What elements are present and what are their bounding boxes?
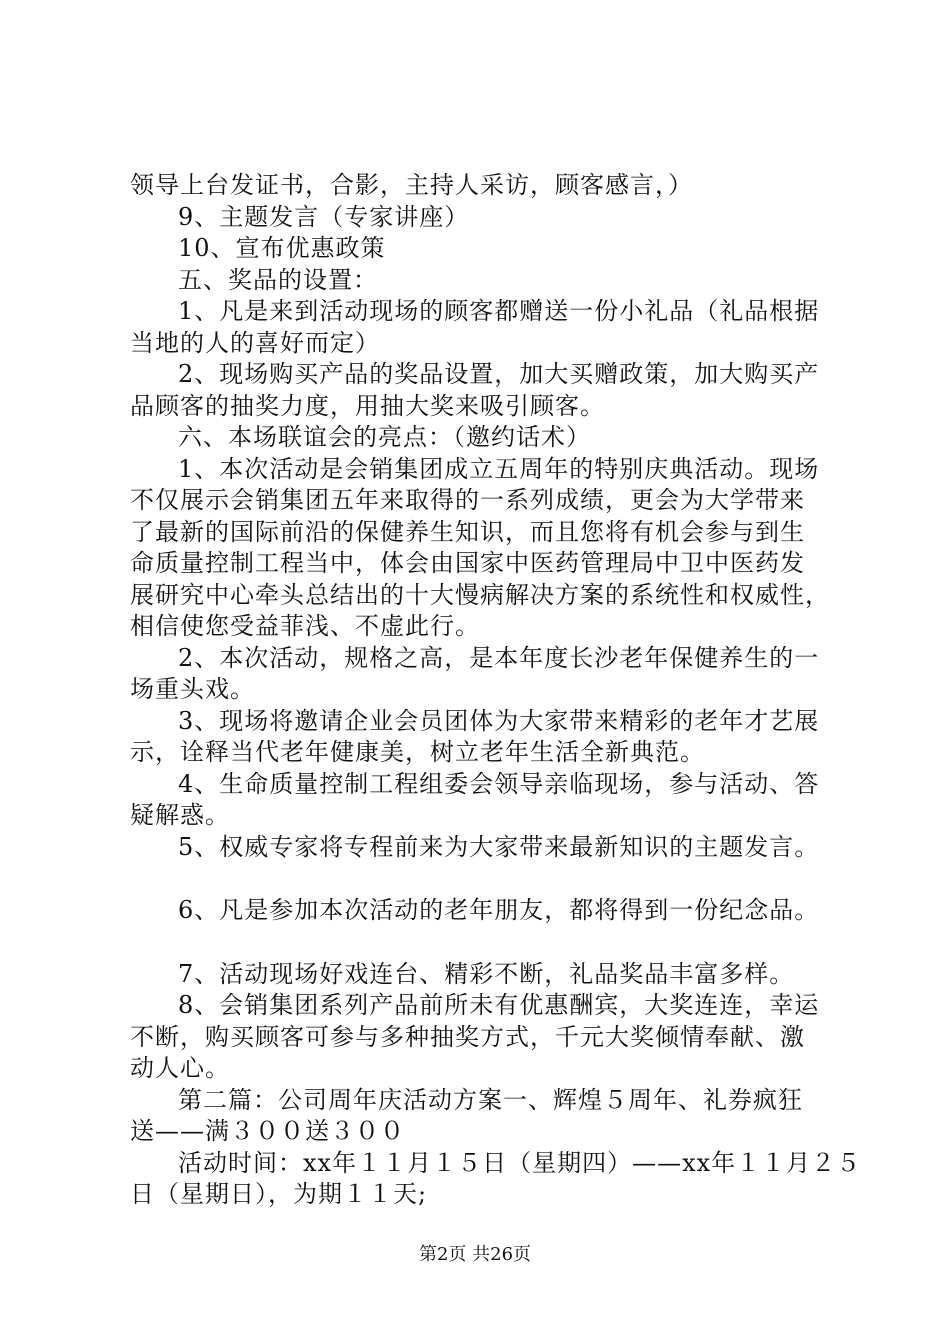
text-line: 不断，购买顾客可参与多种抽奖方式，千元大奖倾情奉献、激	[130, 1022, 805, 1051]
text-line: 3、现场将邀请企业会员团体为大家带来精彩的老年才艺展	[178, 706, 820, 735]
text-line: 9、主题发言（专家讲座）	[178, 202, 470, 231]
section-heading: 六、本场联谊会的亮点：（邀约话术）	[178, 423, 591, 451]
text-line: 1、凡是来到活动现场的顾客都赠送一份小礼品（礼品根据	[178, 297, 820, 325]
text-line: 动人心。	[130, 1054, 230, 1082]
text-line: 6、凡是参加本次活动的老年朋友，都将得到一份纪念品。	[178, 896, 820, 924]
text-line: 日（星期日），为期１１天;	[130, 1180, 428, 1208]
text-line: 活动时间：xx年１１月１５日（星期四）——xx年１１月２５	[178, 1148, 862, 1177]
text-line: 展研究中心牵头总结出的十大慢病解决方案的系统性和权威性，	[130, 580, 830, 609]
text-line: 2、本次活动，规格之高，是本年度长沙老年保健养生的一	[178, 643, 820, 672]
text-line: 5、权威专家将专程前来为大家带来最新知识的主题发言。	[178, 832, 820, 861]
text-line: 品顾客的抽奖力度，用抽大奖来吸引顾客。	[130, 391, 605, 420]
text-line: 示，诠释当代老年健康美，树立老年生活全新典范。	[130, 738, 705, 766]
text-line: 场重头戏。	[130, 675, 255, 703]
paragraph-gap	[130, 927, 830, 959]
text-line: 不仅展示会销集团五年来取得的一系列成绩，更会为大学带来	[130, 486, 805, 514]
text-line: 1、本次活动是会销集团成立五周年的特别庆典活动。现场	[178, 454, 820, 483]
text-line: 10、宣布优惠政策	[178, 234, 386, 262]
chapter-heading: 第二篇：公司周年庆活动方案一、辉煌５周年、礼券疯狂	[178, 1085, 803, 1114]
text-line: 8、会销集团系列产品前所未有优惠酬宾，大奖连连，幸运	[178, 991, 820, 1019]
text-line: 送——满３００送３００	[130, 1117, 405, 1145]
page-footer: 第2页 共26页	[418, 1244, 532, 1265]
text-line: 命质量控制工程当中，体会由国家中医药管理局中卫中医药发	[130, 549, 805, 577]
text-line: 2、现场购买产品的奖品设置，加大买赠政策，加大购买产	[178, 360, 820, 388]
text-line: 当地的人的喜好而定）	[130, 328, 380, 357]
text-line: 领导上台发证书，合影，主持人采访，顾客感言，）	[130, 171, 693, 199]
text-line: 4、生命质量控制工程组委会领导亲临现场，参与活动、答	[178, 769, 820, 798]
section-heading: 五、奖品的设置：	[178, 265, 378, 294]
paragraph-gap	[130, 863, 830, 895]
document-body	[130, 170, 862, 1211]
text-line: 7、活动现场好戏连台、精彩不断，礼品奖品丰富多样。	[178, 959, 795, 988]
text-line: 疑解惑。	[130, 801, 230, 829]
text-line: 了最新的国际前沿的保健养生知识，而且您将有机会参与到生	[130, 517, 805, 546]
text-line: 相信使您受益菲浅、不虚此行。	[130, 612, 480, 640]
